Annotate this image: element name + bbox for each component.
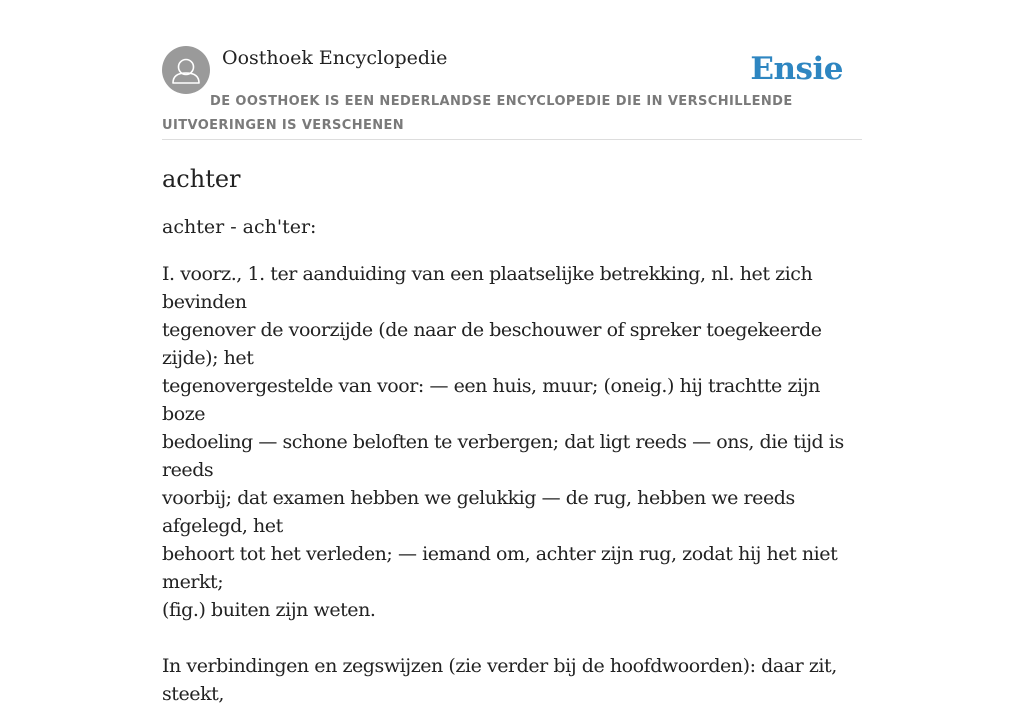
brand-logo[interactable]: Ensie (750, 51, 843, 87)
entry-paragraph: I. voorz., 1. ter aanduiding van een plaatselijke betrekking, nl. het zich bevinden tegenover de voorzijde (de naar de beschouwer of spreker toegekeerde zijde); het tegenovergestelde van voor: — een huis, muur; (oneig.) hij trachtte zijn boze bedoeling — schone beloften te verbergen; dat ligt reeds — ons, die tijd is reeds voorbij; dat examen hebben we gelukkig — de rug, hebben we reeds afgelegd, het behoort tot het verleden; — iemand om, achter zijn rug, zodat hij het niet merkt; (fig.) buiten zijn weten. (162, 263, 844, 621)
site-title[interactable]: Oosthoek Encyclopedie (222, 47, 448, 69)
site-header (162, 46, 862, 140)
entry-headword: achter - ach'ter: (162, 216, 317, 238)
site-tagline: DE OOSTHOEK IS EEN NEDERLANDSE ENCYCLOPEDIE DIE IN VERSCHILLENDE UITVOERINGEN IS VERSCHENEN (162, 94, 793, 133)
user-avatar-icon[interactable] (162, 46, 210, 94)
entry-paragraph: In verbindingen en zegswijzen (zie verder bij de hoofdwoorden): daar zit, steekt, (162, 655, 837, 705)
entry-title: achter (162, 165, 241, 193)
page (162, 0, 862, 708)
